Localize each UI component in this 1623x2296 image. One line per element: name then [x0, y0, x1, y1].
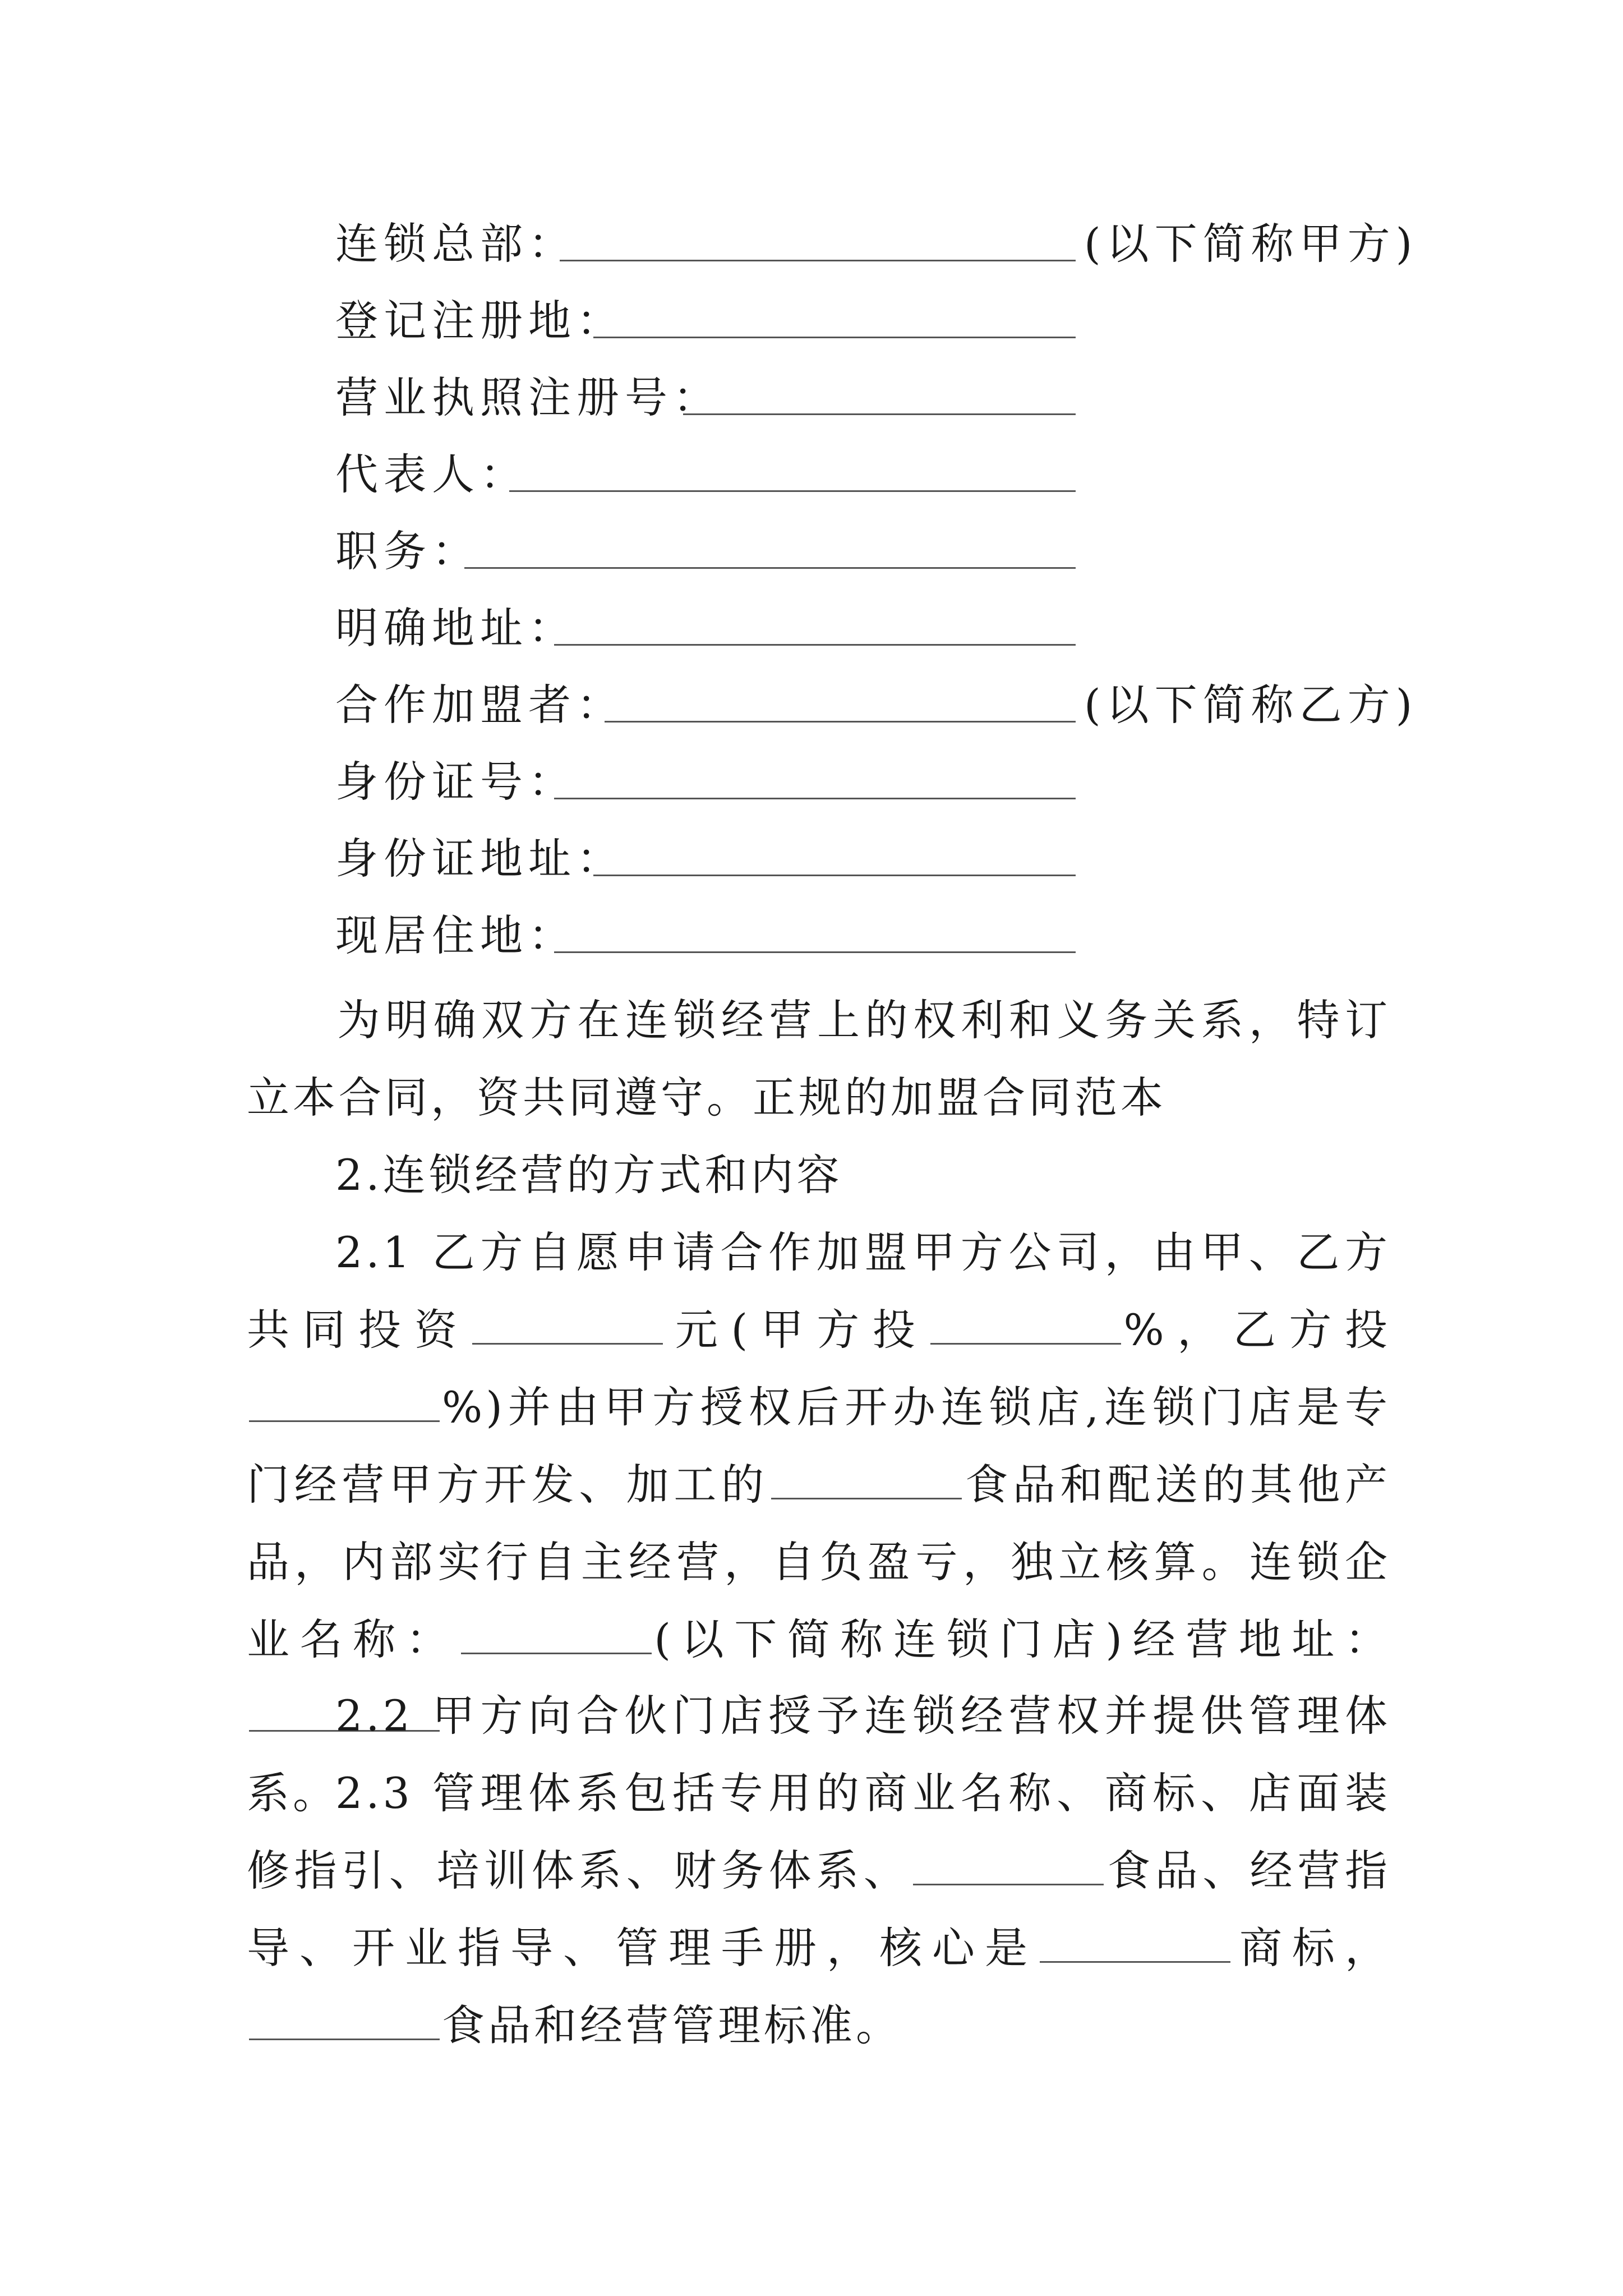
fill-blank[interactable] [461, 1613, 652, 1654]
field-label: 明确地址： [335, 603, 577, 653]
field-label: 代表人： [335, 449, 528, 499]
fill-blank[interactable] [554, 908, 1076, 953]
field-license-number [335, 370, 721, 426]
field-representative [335, 447, 528, 503]
fill-blank[interactable] [554, 754, 1076, 799]
field-id-number [335, 754, 577, 810]
fill-blank[interactable] [930, 1304, 1121, 1345]
field-suffix: (以下简称乙方) [1084, 680, 1418, 730]
fill-blank[interactable] [554, 600, 1076, 646]
fill-blank[interactable] [1040, 1922, 1230, 1963]
field-residence [335, 908, 577, 964]
field-address [335, 600, 577, 656]
fill-blank[interactable] [472, 1304, 663, 1345]
clause-2-3: 2.3 管理体系包括专用的商业名称、商标、店面装修指引、培训体系、财务体系、 食品、经营指导、开业指导、管理手册，核心是 商标，食品和经营管理标准。 [247, 1768, 1391, 2050]
clause-2-2: 2.2 甲方向合伙门店授予连锁经营权并提供管理体系。 [247, 1691, 1391, 1818]
field-label: 营业执照注册号： [335, 372, 721, 422]
field-id-address [335, 831, 625, 887]
field-position [335, 523, 480, 579]
fill-blank[interactable] [560, 216, 1076, 261]
fill-blank[interactable] [605, 677, 1076, 723]
fill-blank[interactable] [593, 831, 1076, 876]
field-headquarters [335, 216, 1418, 272]
intro-paragraph: 为明确双方在连锁经营上的权利和义务关系，特订立本合同，资共同遵守。正规的加盟合同范本 [247, 995, 1391, 1122]
fill-blank[interactable] [683, 370, 1076, 415]
fill-blank[interactable] [249, 1381, 440, 1422]
field-label: 身份证号： [335, 757, 577, 807]
fill-blank[interactable] [464, 523, 1076, 569]
fill-blank[interactable] [509, 447, 1076, 492]
clause-2-1: 2.1 乙方自愿申请合作加盟甲方公司，由甲、乙方共同投资 元(甲方投 %，乙方投%)并由甲方授权后开办连锁店,连锁门店是专门经营甲方开发、加工的 食品和配送的其他产品，内部实行自主经营，自负盈亏，独立核算。连锁企业名称： (以下简称连锁门店)经营地址： [247, 1214, 1391, 1756]
field-label: 合作加盟者： [335, 680, 625, 730]
field-franchisee [335, 677, 1418, 733]
fill-blank[interactable] [593, 293, 1076, 338]
field-suffix: (以下简称甲方) [1084, 219, 1418, 269]
field-label: 职务： [335, 526, 480, 576]
fill-blank[interactable] [249, 1999, 440, 2040]
field-label: 登记注册地： [335, 296, 625, 346]
fill-blank[interactable] [771, 1458, 962, 1499]
field-label: 身份证地址： [335, 834, 625, 884]
field-registration-place [335, 293, 625, 349]
field-label: 现居住地： [335, 910, 577, 960]
section-heading: 2.连锁经营的方式和内容 [335, 1150, 843, 1200]
field-label: 连锁总部： [335, 219, 577, 269]
fill-blank[interactable] [913, 1844, 1104, 1885]
